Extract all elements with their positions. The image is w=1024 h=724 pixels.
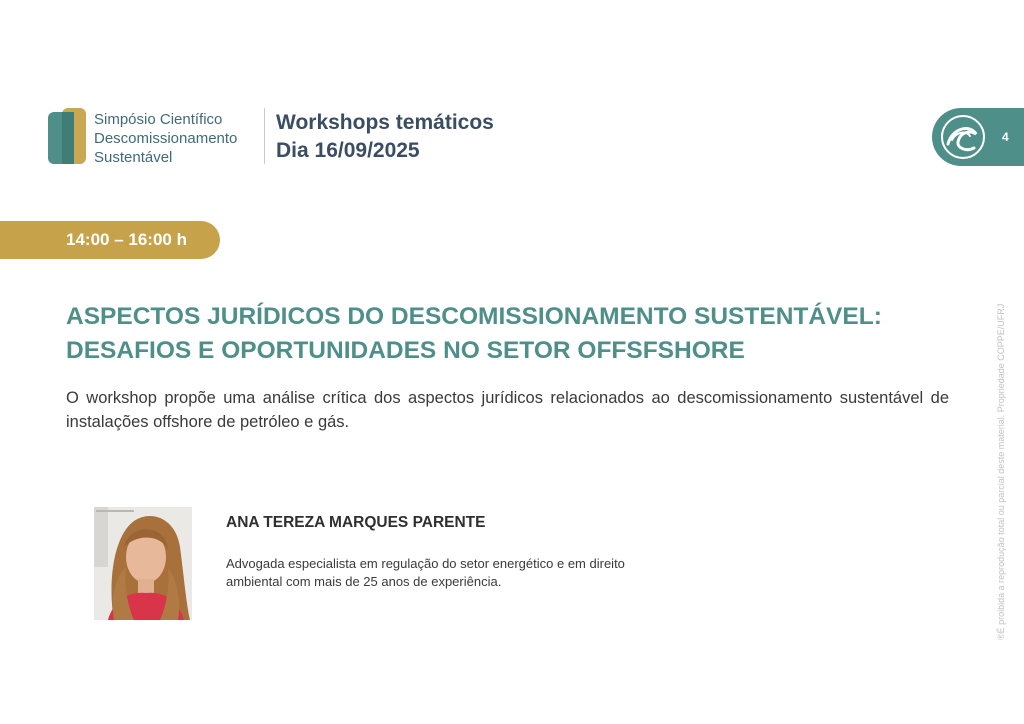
logo-line-2: Descomissionamento (94, 130, 238, 147)
symposium-logo (48, 108, 88, 166)
time-badge (0, 221, 220, 259)
time-label: 14:00 – 16:00 h (66, 230, 187, 249)
header-title-line-2: Dia 16/09/2025 (276, 139, 420, 162)
copyright-notice: ®É proibida a reprodução total ou parcial deste material. Propriedade COPPE/UFRJ (996, 303, 1006, 640)
speaker-portrait-illustration (94, 507, 192, 620)
workshop-title (66, 300, 966, 368)
speaker-bio: Advogada especialista em regulação do setor energético e em direito ambiental com mais de 25 anos de experiência. (226, 556, 625, 589)
header-title (276, 109, 494, 165)
speaker-photo (94, 507, 192, 620)
logo-line-1: Simpósio Científico (94, 111, 223, 128)
workshop-title-line-1: ASPECTOS JURÍDICOS DO DESCOMISSIONAMENTO SUSTENTÁVEL: (66, 303, 882, 330)
logo-line-3: Sustentável (94, 149, 173, 166)
header-divider (264, 108, 265, 164)
speaker-name: ANA TEREZA MARQUES PARENTE (226, 514, 486, 531)
workshop-title-line-2: DESAFIOS E OPORTUNIDADES NO SETOR OFFSFSHORE (66, 337, 745, 364)
header-title-line-1: Workshops temáticos (276, 111, 494, 134)
page-number: 4 (1002, 130, 1009, 144)
workshop-description: O workshop propõe uma análise crítica dos aspectos jurídicos relacionados ao descomissionamento sustentável de instalações offshore de petróleo e gás. (66, 389, 949, 431)
page-number-tab (932, 108, 1024, 166)
logo-wordmark (94, 110, 237, 167)
wave-icon (940, 114, 986, 160)
